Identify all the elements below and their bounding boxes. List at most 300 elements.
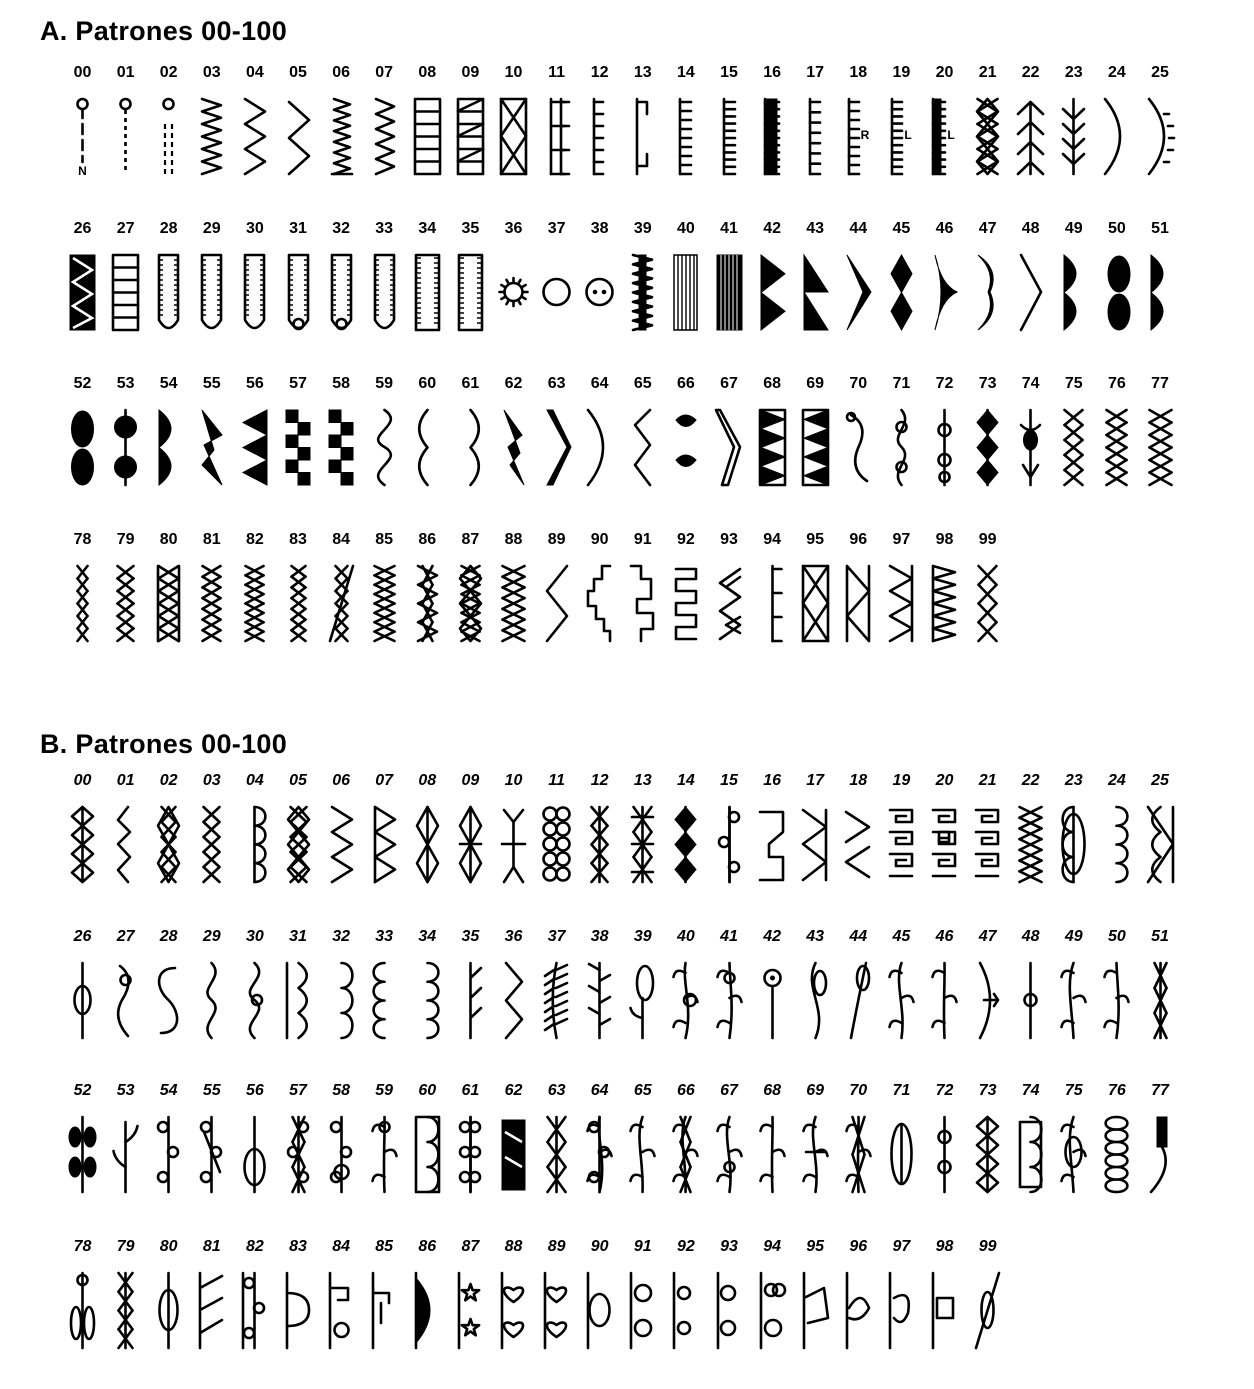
- pattern-number: 73: [978, 1082, 997, 1099]
- pattern-b-27: [104, 928, 147, 1058]
- pattern-a-70: [837, 375, 880, 505]
- stitch-pattern-icon: [453, 1112, 488, 1197]
- stitch-pattern-icon: [798, 405, 833, 490]
- section-b-row-2: [61, 928, 1191, 1058]
- stitch-pattern-icon: [625, 1112, 660, 1197]
- stitch-pattern-icon: [841, 958, 876, 1043]
- stitch-pattern-icon: [194, 405, 229, 490]
- pattern-number: 92: [676, 1238, 695, 1255]
- stitch-pattern-icon: [1143, 94, 1178, 179]
- pattern-number: 23: [1064, 772, 1083, 789]
- pattern-b-58: [320, 1082, 363, 1212]
- pattern-b-88: [492, 1238, 535, 1368]
- pattern-b-74: [1009, 1082, 1052, 1212]
- stitch-pattern-icon: [453, 958, 488, 1043]
- pattern-number: 20: [935, 64, 954, 81]
- pattern-b-40: [664, 928, 707, 1058]
- stitch-pattern-icon: [625, 405, 660, 490]
- pattern-b-91: [621, 1238, 664, 1368]
- pattern-number: 99: [978, 531, 997, 548]
- stitch-pattern-icon: [582, 561, 617, 646]
- pattern-number: 48: [1021, 928, 1040, 945]
- stitch-pattern-icon: [755, 1268, 790, 1353]
- stitch-pattern-icon: [237, 561, 272, 646]
- stitch-pattern-icon: [539, 250, 574, 335]
- pattern-a-44: [837, 220, 880, 350]
- pattern-number: 50: [1107, 928, 1126, 945]
- pattern-a-19: [880, 64, 923, 194]
- pattern-number: 37: [547, 928, 566, 945]
- stitch-pattern-icon: [496, 405, 531, 490]
- pattern-number: 33: [375, 928, 394, 945]
- pattern-b-51: [1139, 928, 1182, 1058]
- pattern-number: 96: [849, 1238, 868, 1255]
- pattern-number: 45: [892, 220, 911, 237]
- pattern-b-57: [277, 1082, 320, 1212]
- pattern-number: 19: [892, 772, 911, 789]
- pattern-number: 17: [806, 64, 825, 81]
- pattern-b-86: [406, 1238, 449, 1368]
- pattern-number: 75: [1064, 1082, 1083, 1099]
- stitch-pattern-icon: [1056, 802, 1091, 887]
- stitch-pattern-icon: [539, 1268, 574, 1353]
- stitch-pattern-icon: [496, 94, 531, 179]
- pattern-a-84: [320, 531, 363, 661]
- pattern-number: 75: [1064, 375, 1083, 392]
- section-b-title: B. Patrones 00-100: [40, 729, 288, 759]
- pattern-number: 86: [418, 1238, 437, 1255]
- section-a-row-2: [61, 220, 1191, 350]
- pattern-number: 92: [676, 531, 695, 548]
- pattern-number: 07: [375, 772, 394, 789]
- stitch-pattern-icon: [324, 561, 359, 646]
- pattern-a-60: [406, 375, 449, 505]
- pattern-b-33: [363, 928, 406, 1058]
- pattern-b-69: [794, 1082, 837, 1212]
- pattern-number: 68: [763, 1082, 781, 1099]
- stitch-pattern-icon: [108, 1112, 143, 1197]
- stitch-pattern-icon: [884, 802, 919, 887]
- pattern-b-63: [535, 1082, 578, 1212]
- pattern-a-29: [190, 220, 233, 350]
- pattern-number: 99: [978, 1238, 997, 1255]
- pattern-a-61: [449, 375, 492, 505]
- stitch-pattern-icon: [539, 802, 574, 887]
- pattern-b-12: [578, 772, 621, 902]
- pattern-b-15: [708, 772, 751, 902]
- pattern-b-54: [147, 1082, 190, 1212]
- pattern-a-35: [449, 220, 492, 350]
- stitch-pattern-icon: [755, 250, 790, 335]
- pattern-number: 73: [978, 375, 997, 392]
- section-b-row-3: [61, 1082, 1191, 1212]
- pattern-number: 17: [806, 772, 825, 789]
- stitch-pattern-icon: [841, 405, 876, 490]
- pattern-a-45: [880, 220, 923, 350]
- pattern-a-05: [277, 64, 320, 194]
- pattern-number: 35: [461, 220, 480, 237]
- pattern-a-26: [61, 220, 104, 350]
- pattern-number: 01: [116, 772, 135, 789]
- pattern-number: 43: [806, 928, 825, 945]
- pattern-number: 50: [1107, 220, 1126, 237]
- stitch-pattern-icon: [1013, 958, 1048, 1043]
- pattern-number: 84: [332, 531, 350, 548]
- pattern-b-08: [406, 772, 449, 902]
- pattern-a-42: [751, 220, 794, 350]
- pattern-b-35: [449, 928, 492, 1058]
- stitch-pattern-icon: [108, 958, 143, 1043]
- pattern-number: 19: [892, 64, 911, 81]
- stitch-pattern-icon: [65, 802, 100, 887]
- pattern-number: 24: [1107, 64, 1126, 81]
- pattern-number: 77: [1151, 1082, 1169, 1099]
- pattern-b-25: [1139, 772, 1182, 902]
- stitch-pattern-icon: [65, 250, 100, 335]
- pattern-number: 06: [332, 772, 350, 789]
- pattern-b-97: [880, 1238, 923, 1368]
- stitch-pattern-icon: [453, 1268, 488, 1353]
- stitch-pattern-icon: [884, 958, 919, 1043]
- pattern-number: 47: [978, 220, 997, 237]
- pattern-number: 37: [547, 220, 566, 237]
- pattern-b-41: [708, 928, 751, 1058]
- pattern-number: 54: [159, 375, 178, 392]
- stitch-pattern-icon: [539, 561, 574, 646]
- pattern-a-50: [1095, 220, 1138, 350]
- pattern-b-00: [61, 772, 104, 902]
- pattern-b-32: [320, 928, 363, 1058]
- pattern-a-18: [837, 64, 880, 194]
- pattern-a-24: [1095, 64, 1138, 194]
- pattern-a-66: [664, 375, 707, 505]
- pattern-b-03: [190, 772, 233, 902]
- pattern-a-54: [147, 375, 190, 505]
- pattern-a-78: [61, 531, 104, 661]
- stitch-pattern-icon: [496, 1268, 531, 1353]
- pattern-number: 48: [1021, 220, 1040, 237]
- pattern-a-79: [104, 531, 147, 661]
- pattern-number: 28: [159, 928, 178, 945]
- stitch-pattern-icon: [367, 802, 402, 887]
- pattern-number: 89: [547, 531, 566, 548]
- stitch-pattern-icon: [1099, 405, 1134, 490]
- stitch-pattern-icon: [798, 250, 833, 335]
- pattern-b-89: [535, 1238, 578, 1368]
- stitch-pattern-icon: [237, 250, 272, 335]
- pattern-number: 78: [73, 1238, 92, 1255]
- stitch-pattern-icon: [1099, 802, 1134, 887]
- pattern-b-05: [277, 772, 320, 902]
- pattern-number: 11: [548, 772, 565, 789]
- pattern-number: 13: [633, 772, 652, 789]
- pattern-number: 93: [720, 1238, 738, 1255]
- pattern-b-55: [190, 1082, 233, 1212]
- stitch-pattern-icon: [712, 1112, 747, 1197]
- pattern-b-31: [277, 928, 320, 1058]
- pattern-number: 18: [849, 64, 868, 81]
- stitch-pattern-icon: [798, 94, 833, 179]
- section-b-row-4: [61, 1238, 1191, 1368]
- pattern-b-87: [449, 1238, 492, 1368]
- stitch-pattern-icon: [65, 1268, 100, 1353]
- stitch-pattern-icon: [1143, 250, 1178, 335]
- pattern-b-13: [621, 772, 664, 902]
- stitch-pattern-icon: [927, 802, 962, 887]
- pattern-number: 49: [1064, 220, 1083, 237]
- stitch-pattern-icon: [668, 958, 703, 1043]
- pattern-number: 41: [720, 220, 738, 237]
- pattern-a-11: [535, 64, 578, 194]
- stitch-pattern-icon: [1056, 94, 1091, 179]
- pattern-number: 76: [1107, 1082, 1126, 1099]
- pattern-b-20: [923, 772, 966, 902]
- pattern-b-99: [966, 1238, 1009, 1368]
- pattern-number: 65: [633, 375, 652, 392]
- pattern-number: 53: [116, 375, 135, 392]
- stitch-pattern-icon: [712, 958, 747, 1043]
- pattern-b-82: [233, 1238, 276, 1368]
- stitch-pattern-icon: [841, 802, 876, 887]
- pattern-a-98: [923, 531, 966, 661]
- pattern-a-13: [621, 64, 664, 194]
- pattern-a-73: [966, 375, 1009, 505]
- pattern-b-72: [923, 1082, 966, 1212]
- pattern-b-19: [880, 772, 923, 902]
- pattern-number: 67: [720, 375, 738, 392]
- stitch-pattern-icon: [237, 1112, 272, 1197]
- pattern-number: 05: [289, 772, 307, 789]
- pattern-number: 96: [849, 531, 868, 548]
- pattern-a-75: [1052, 375, 1095, 505]
- pattern-number: 44: [849, 928, 868, 945]
- stitch-pattern-icon: [1013, 250, 1048, 335]
- stitch-pattern-icon: [237, 94, 272, 179]
- pattern-number: 81: [202, 531, 221, 548]
- stitch-pattern-icon: [194, 802, 229, 887]
- stitch-pattern-icon: [65, 1112, 100, 1197]
- pattern-number: 16: [763, 772, 781, 789]
- pattern-b-90: [578, 1238, 621, 1368]
- pattern-number: 03: [202, 64, 221, 81]
- pattern-number: 29: [202, 928, 221, 945]
- pattern-b-11: [535, 772, 578, 902]
- pattern-number: 21: [978, 772, 997, 789]
- pattern-number: 64: [590, 1082, 609, 1099]
- stitch-pattern-icon: [410, 250, 445, 335]
- stitch-pattern-icon: [108, 94, 143, 179]
- pattern-number: 06: [332, 64, 350, 81]
- pattern-b-29: [190, 928, 233, 1058]
- pattern-b-77: [1139, 1082, 1182, 1212]
- pattern-b-75: [1052, 1082, 1095, 1212]
- stitch-pattern-icon: [884, 405, 919, 490]
- stitch-pattern-icon: [324, 94, 359, 179]
- stitch-pattern-icon: [1099, 250, 1134, 335]
- stitch-pattern-icon: [1099, 1112, 1134, 1197]
- stitch-pattern-icon: [367, 561, 402, 646]
- pattern-a-64: [578, 375, 621, 505]
- stitch-pattern-icon: [841, 1112, 876, 1197]
- stitch-pattern-icon: [712, 405, 747, 490]
- pattern-number: 56: [245, 375, 264, 392]
- stitch-pattern-icon: [65, 958, 100, 1043]
- stitch-pattern-icon: [151, 250, 186, 335]
- stitch-pattern-icon: [970, 1112, 1005, 1197]
- stitch-pattern-icon: [194, 561, 229, 646]
- section-a-row-1: [61, 64, 1191, 194]
- stitch-pattern-icon: [108, 250, 143, 335]
- pattern-a-99: [966, 531, 1009, 661]
- pattern-number: 13: [633, 64, 652, 81]
- pattern-number: 61: [461, 375, 480, 392]
- pattern-number: 27: [116, 928, 135, 945]
- pattern-a-37: [535, 220, 578, 350]
- pattern-a-49: [1052, 220, 1095, 350]
- stitch-pattern-icon: [324, 250, 359, 335]
- section-b-row-1: [61, 772, 1191, 902]
- pattern-number: 31: [289, 220, 307, 237]
- stitch-pattern-icon: [712, 250, 747, 335]
- pattern-number: 11: [548, 64, 566, 81]
- pattern-number: 40: [676, 928, 695, 945]
- glyph-letter: R: [860, 128, 870, 143]
- pattern-a-09: [449, 64, 492, 194]
- stitch-pattern-icon: [108, 561, 143, 646]
- stitch-pattern-icon: [1013, 405, 1048, 490]
- stitch-pattern-icon: [367, 958, 402, 1043]
- pattern-number: 25: [1151, 772, 1169, 789]
- stitch-pattern-icon: [798, 561, 833, 646]
- stitch-pattern-icon: [194, 958, 229, 1043]
- pattern-number: 83: [289, 1238, 307, 1255]
- pattern-number: 47: [978, 928, 997, 945]
- pattern-number: 14: [676, 772, 695, 789]
- pattern-number: 26: [73, 220, 92, 237]
- pattern-number: 39: [633, 928, 652, 945]
- pattern-number: 85: [375, 1238, 394, 1255]
- pattern-a-77: [1139, 375, 1182, 505]
- pattern-number: 02: [159, 64, 178, 81]
- stitch-pattern-icon: [410, 1268, 445, 1353]
- pattern-b-84: [320, 1238, 363, 1368]
- pattern-number: 51: [1151, 220, 1169, 237]
- pattern-b-10: [492, 772, 535, 902]
- stitch-pattern-icon: [927, 1268, 962, 1353]
- stitch-pattern-icon: [410, 561, 445, 646]
- pattern-b-39: [621, 928, 664, 1058]
- pattern-b-16: [751, 772, 794, 902]
- stitch-pattern-icon: [884, 250, 919, 335]
- pattern-number: 94: [763, 531, 781, 548]
- pattern-number: 65: [633, 1082, 652, 1099]
- pattern-b-01: [104, 772, 147, 902]
- stitch-pattern-icon: [625, 802, 660, 887]
- stitch-pattern-icon: [281, 1112, 316, 1197]
- pattern-b-66: [664, 1082, 707, 1212]
- pattern-number: 15: [720, 64, 738, 81]
- pattern-number: 91: [633, 1238, 652, 1255]
- stitch-pattern-icon: [582, 802, 617, 887]
- pattern-b-07: [363, 772, 406, 902]
- pattern-b-02: [147, 772, 190, 902]
- pattern-number: 70: [849, 1082, 868, 1099]
- pattern-number: 57: [289, 1082, 307, 1099]
- stitch-pattern-icon: [151, 1268, 186, 1353]
- pattern-b-83: [277, 1238, 320, 1368]
- pattern-number: 26: [73, 928, 92, 945]
- pattern-a-48: [1009, 220, 1052, 350]
- stitch-pattern-icon: [367, 1268, 402, 1353]
- pattern-b-98: [923, 1238, 966, 1368]
- stitch-pattern-icon: [927, 250, 962, 335]
- stitch-pattern-icon: [755, 94, 790, 179]
- stitch-pattern-icon: [884, 94, 919, 179]
- pattern-number: 00: [73, 772, 92, 789]
- stitch-pattern-icon: [1143, 958, 1178, 1043]
- stitch-pattern-icon: [496, 958, 531, 1043]
- pattern-a-72: [923, 375, 966, 505]
- pattern-number: 97: [892, 531, 911, 548]
- section-a-row-4: [61, 531, 1191, 661]
- pattern-b-65: [621, 1082, 664, 1212]
- pattern-a-34: [406, 220, 449, 350]
- stitch-pattern-icon: [1013, 802, 1048, 887]
- pattern-a-30: [233, 220, 276, 350]
- pattern-a-41: [708, 220, 751, 350]
- pattern-a-65: [621, 375, 664, 505]
- stitch-pattern-icon: [237, 958, 272, 1043]
- pattern-b-50: [1095, 928, 1138, 1058]
- stitch-pattern-icon: [970, 250, 1005, 335]
- stitch-pattern-icon: [410, 958, 445, 1043]
- pattern-number: 82: [245, 1238, 264, 1255]
- stitch-pattern-icon: [410, 1112, 445, 1197]
- stitch-pattern-icon: [151, 958, 186, 1043]
- pattern-number: 18: [849, 772, 868, 789]
- pattern-b-60: [406, 1082, 449, 1212]
- pattern-number: 03: [202, 772, 221, 789]
- pattern-b-67: [708, 1082, 751, 1212]
- glyph-letter: N: [78, 164, 87, 179]
- pattern-a-28: [147, 220, 190, 350]
- pattern-number: 63: [547, 375, 566, 392]
- pattern-b-73: [966, 1082, 1009, 1212]
- pattern-number: 08: [418, 772, 437, 789]
- pattern-a-56: [233, 375, 276, 505]
- pattern-b-64: [578, 1082, 621, 1212]
- pattern-number: 97: [892, 1238, 911, 1255]
- pattern-number: 59: [375, 1082, 394, 1099]
- pattern-number: 59: [375, 375, 394, 392]
- stitch-pattern-icon: [281, 1268, 316, 1353]
- pattern-a-95: [794, 531, 837, 661]
- stitch-pattern-icon: [194, 1268, 229, 1353]
- pattern-a-12: [578, 64, 621, 194]
- stitch-pattern-icon: [625, 958, 660, 1043]
- pattern-number: 21: [978, 64, 997, 81]
- stitch-pattern-icon: [237, 1268, 272, 1353]
- pattern-a-59: [363, 375, 406, 505]
- stitch-pattern-icon: [884, 561, 919, 646]
- glyph-letter: L: [947, 128, 955, 143]
- pattern-b-94: [751, 1238, 794, 1368]
- stitch-pattern-icon: [151, 561, 186, 646]
- pattern-a-04: [233, 64, 276, 194]
- pattern-number: 22: [1021, 772, 1040, 789]
- pattern-a-90: [578, 531, 621, 661]
- pattern-number: 54: [159, 1082, 178, 1099]
